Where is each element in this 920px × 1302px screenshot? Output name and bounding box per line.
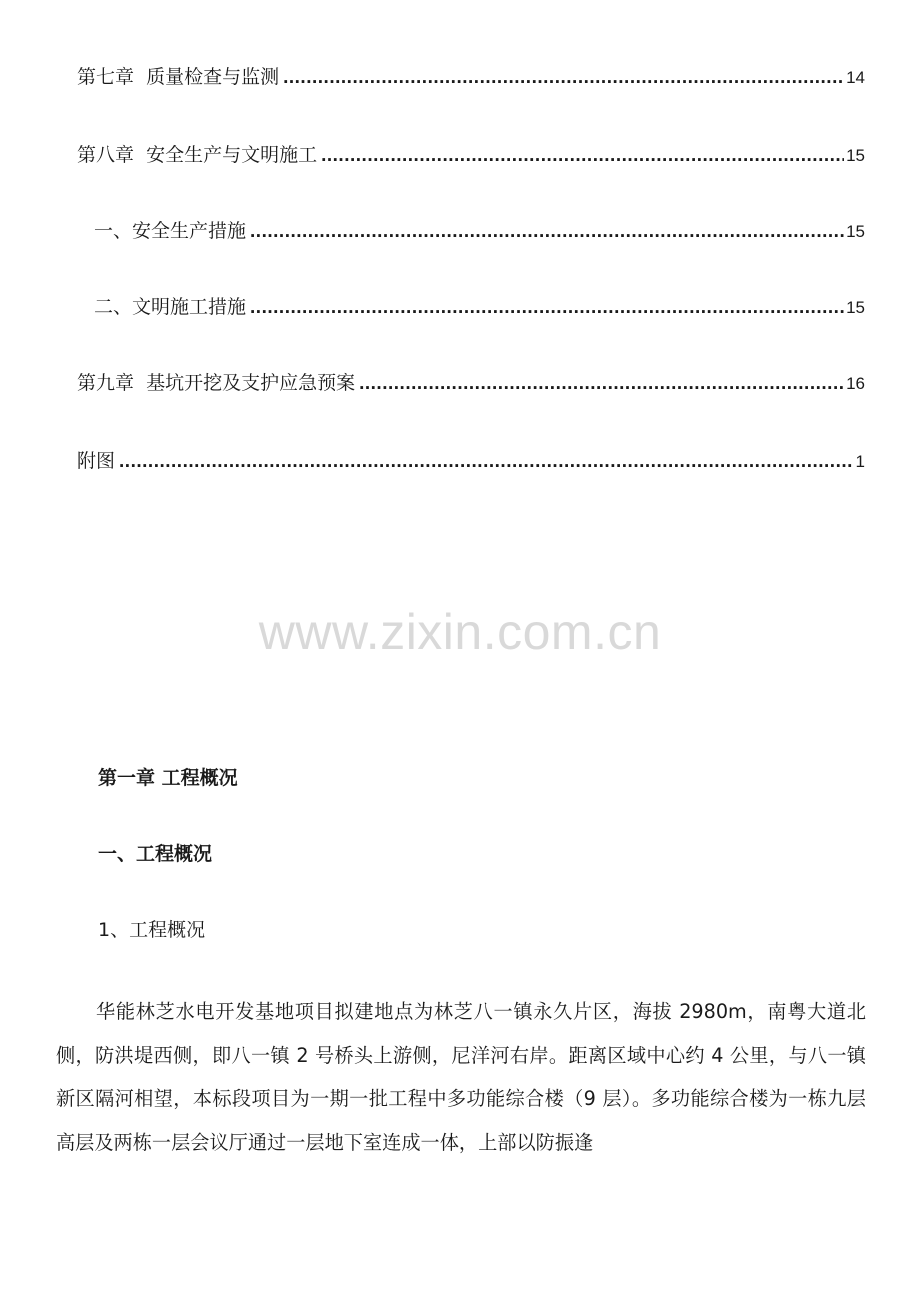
section-title: 一、工程概况 xyxy=(98,843,213,865)
toc-leader-dots xyxy=(321,144,844,168)
toc-title: 第八章 安全生产与文明施工 xyxy=(77,144,318,166)
body-paragraph: 华能林芝水电开发基地项目拟建地点为林芝八一镇永久片区，海拔 2980m，南粤大道北侧，防洪堤西侧，即八一镇 2 号桥头上游侧，尼洋河右岸。距离区域中心约 4 公里，与八一镇新区隔河相望，本标段项目为一期一批工程中多功能综合楼（9 层）。多功能综合楼为一栋九层高层及两栋一层会议厅通过一层地下室连成一体，上部以防振逢 xyxy=(56,1000,866,1154)
toc-leader-dots xyxy=(119,450,854,474)
toc-entry[interactable] xyxy=(77,371,865,395)
toc-leader-dots xyxy=(359,372,844,396)
toc-title: 一、安全生产措施 xyxy=(94,220,247,242)
toc-title: 第九章 基坑开挖及支护应急预案 xyxy=(77,372,356,394)
subsection-title: 1、工程概况 xyxy=(98,919,206,941)
toc-leader-dots xyxy=(250,220,844,244)
toc-page-number: 16 xyxy=(846,374,865,393)
watermark: www.zixin.com.cn xyxy=(258,604,662,660)
toc-title: 第七章 质量检查与监测 xyxy=(77,66,280,88)
toc-title: 附图 xyxy=(77,450,116,472)
toc-entry[interactable] xyxy=(94,219,865,243)
toc-page-number: 15 xyxy=(846,298,865,317)
toc-page-number: 15 xyxy=(846,146,865,165)
toc-entry[interactable] xyxy=(94,295,865,319)
chapter-title: 第一章 工程概况 xyxy=(98,767,238,789)
toc-leader-dots xyxy=(250,296,844,320)
toc-page-number: 14 xyxy=(846,68,865,87)
toc-page-number: 1 xyxy=(855,452,865,471)
toc-entry[interactable] xyxy=(77,449,865,473)
toc-title: 二、文明施工措施 xyxy=(94,296,247,318)
toc-leader-dots xyxy=(283,66,844,90)
toc-entry[interactable] xyxy=(77,143,865,167)
toc-page-number: 15 xyxy=(846,222,865,241)
toc-entry[interactable] xyxy=(77,65,865,89)
